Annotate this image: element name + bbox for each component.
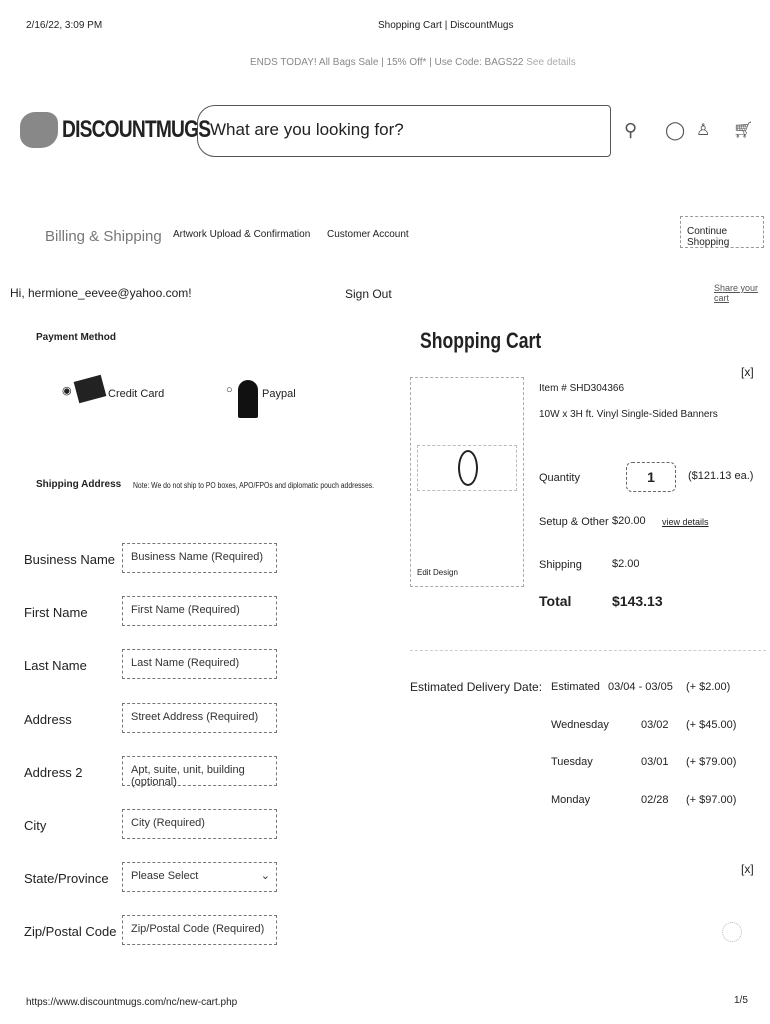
delivery-option-cost: (+ $45.00) <box>686 718 737 731</box>
quantity-label: Quantity <box>539 472 580 484</box>
form-label: State/Province <box>24 871 109 887</box>
view-details-link[interactable]: view details <box>662 517 709 527</box>
input-placeholder: Street Address (Required) <box>131 710 259 723</box>
credit-card-icon <box>74 375 107 403</box>
continue-shopping-button[interactable]: Continue Shopping <box>680 216 764 248</box>
delivery-option-day[interactable]: Estimated <box>551 681 600 693</box>
unit-price: ($121.13 ea.) <box>688 470 754 482</box>
greeting: Hi, hermione_eevee@yahoo.com! <box>10 286 192 300</box>
total-label: Total <box>539 593 572 609</box>
banner-thumbnail <box>417 445 517 491</box>
form-input[interactable] <box>122 915 277 945</box>
step-artwork[interactable]: Artwork Upload & Confirmation <box>173 229 311 240</box>
promo-details-link[interactable]: See details <box>526 57 576 68</box>
promo-banner <box>250 57 576 68</box>
form-label: Business Name <box>24 552 116 567</box>
cart-title: Shopping Cart <box>420 328 542 353</box>
cart-icon[interactable]: 🛒︎ <box>733 122 754 139</box>
step-account[interactable]: Customer Account <box>327 229 409 240</box>
state-select[interactable] <box>122 862 277 892</box>
delivery-option-date: 03/02 <box>641 718 669 731</box>
form-label: Zip/Postal Code <box>24 924 117 940</box>
payment-method-title: Payment Method <box>36 332 117 343</box>
print-datetime: 2/16/22, 3:09 PM <box>26 20 103 31</box>
form-label: First Name <box>24 605 88 621</box>
form-input[interactable] <box>122 756 277 786</box>
sign-out-link[interactable]: Sign Out <box>345 287 392 301</box>
shipping-note: Note: We do not ship to PO boxes, APO/FPOs and diplomatic pouch addresses. <box>133 481 375 490</box>
form-label: Address <box>24 711 72 727</box>
input-placeholder: Apt, suite, unit, building (optional) <box>131 763 245 788</box>
item-number: Item # SHD304366 <box>539 383 625 394</box>
input-placeholder: City (Required) <box>131 817 205 829</box>
radio-credit-card[interactable]: ◉ <box>62 385 72 397</box>
input-placeholder: Last Name (Required) <box>131 657 240 670</box>
delivery-option-cost: (+ $79.00) <box>686 756 737 768</box>
form-label: Address 2 <box>24 764 83 780</box>
tree-logo-icon <box>458 450 478 486</box>
chat-icon[interactable]: ◯ <box>665 120 686 140</box>
delivery-option-date: 03/04 - 03/05 <box>608 681 673 693</box>
chevron-down-icon: ⌄ <box>260 870 270 883</box>
shipping-address-title: Shipping Address <box>36 479 122 490</box>
form-input[interactable] <box>122 809 277 839</box>
step-billing-shipping[interactable]: Billing & Shipping <box>45 228 162 245</box>
total-price: $143.13 <box>612 593 663 609</box>
print-url: https://www.discountmugs.com/nc/new-cart.php <box>26 997 238 1008</box>
input-placeholder: First Name (Required) <box>131 604 240 617</box>
form-input[interactable] <box>122 649 277 679</box>
design-preview[interactable] <box>410 377 524 587</box>
print-page-number: 1/5 <box>734 995 748 1006</box>
input-placeholder: Please Select <box>131 870 199 883</box>
print-title: Shopping Cart | DiscountMugs <box>378 20 514 31</box>
edit-design-link[interactable]: Edit Design <box>417 568 458 577</box>
search-input[interactable]: What are you looking for? <box>197 105 611 157</box>
form-label: City <box>24 818 47 833</box>
delivery-option-date: 03/01 <box>641 756 669 768</box>
logo-mug-icon <box>20 112 58 148</box>
delivery-option-day[interactable]: Wednesday <box>551 718 609 731</box>
setup-label: Setup & Other <box>539 516 609 528</box>
share-cart-link[interactable]: Share your cart <box>714 283 759 303</box>
delivery-option-day[interactable]: Monday <box>551 793 591 806</box>
input-placeholder: Zip/Postal Code (Required) <box>131 923 265 936</box>
paypal-icon <box>238 380 258 418</box>
input-placeholder: Business Name (Required) <box>131 551 264 563</box>
delivery-option-cost: (+ $97.00) <box>686 793 737 806</box>
shipping-label: Shipping <box>539 559 582 571</box>
logo[interactable]: DISCOUNTMUGS <box>62 116 211 143</box>
delivery-label: Estimated Delivery Date: <box>410 680 543 694</box>
form-label: Last Name <box>24 658 87 674</box>
form-input[interactable] <box>122 596 277 626</box>
remove-button-2[interactable]: [x] <box>741 862 754 876</box>
delivery-option-day[interactable]: Tuesday <box>551 756 593 768</box>
delivery-option-date: 02/28 <box>641 793 669 806</box>
promo-text: ENDS TODAY! All Bags Sale | 15% Off* | Use Code: BAGS22 <box>250 57 524 68</box>
search-icon[interactable]: ⚲ <box>624 120 638 140</box>
credit-card-label: Credit Card <box>108 388 165 400</box>
form-input[interactable] <box>122 703 277 733</box>
chat-widget-icon[interactable] <box>722 922 742 942</box>
divider <box>410 650 766 651</box>
setup-price: $20.00 <box>612 515 646 527</box>
form-input[interactable] <box>122 543 277 573</box>
remove-item-button[interactable]: [x] <box>741 365 754 379</box>
account-icon[interactable]: ♙ <box>696 122 711 139</box>
item-description: 10W x 3H ft. Vinyl Single-Sided Banners <box>539 409 718 420</box>
quantity-input[interactable]: 1 <box>626 462 676 492</box>
delivery-option-cost: (+ $2.00) <box>686 681 731 693</box>
paypal-label: Paypal <box>262 388 296 400</box>
shipping-price: $2.00 <box>612 558 640 570</box>
radio-paypal[interactable]: ○ <box>226 384 233 396</box>
